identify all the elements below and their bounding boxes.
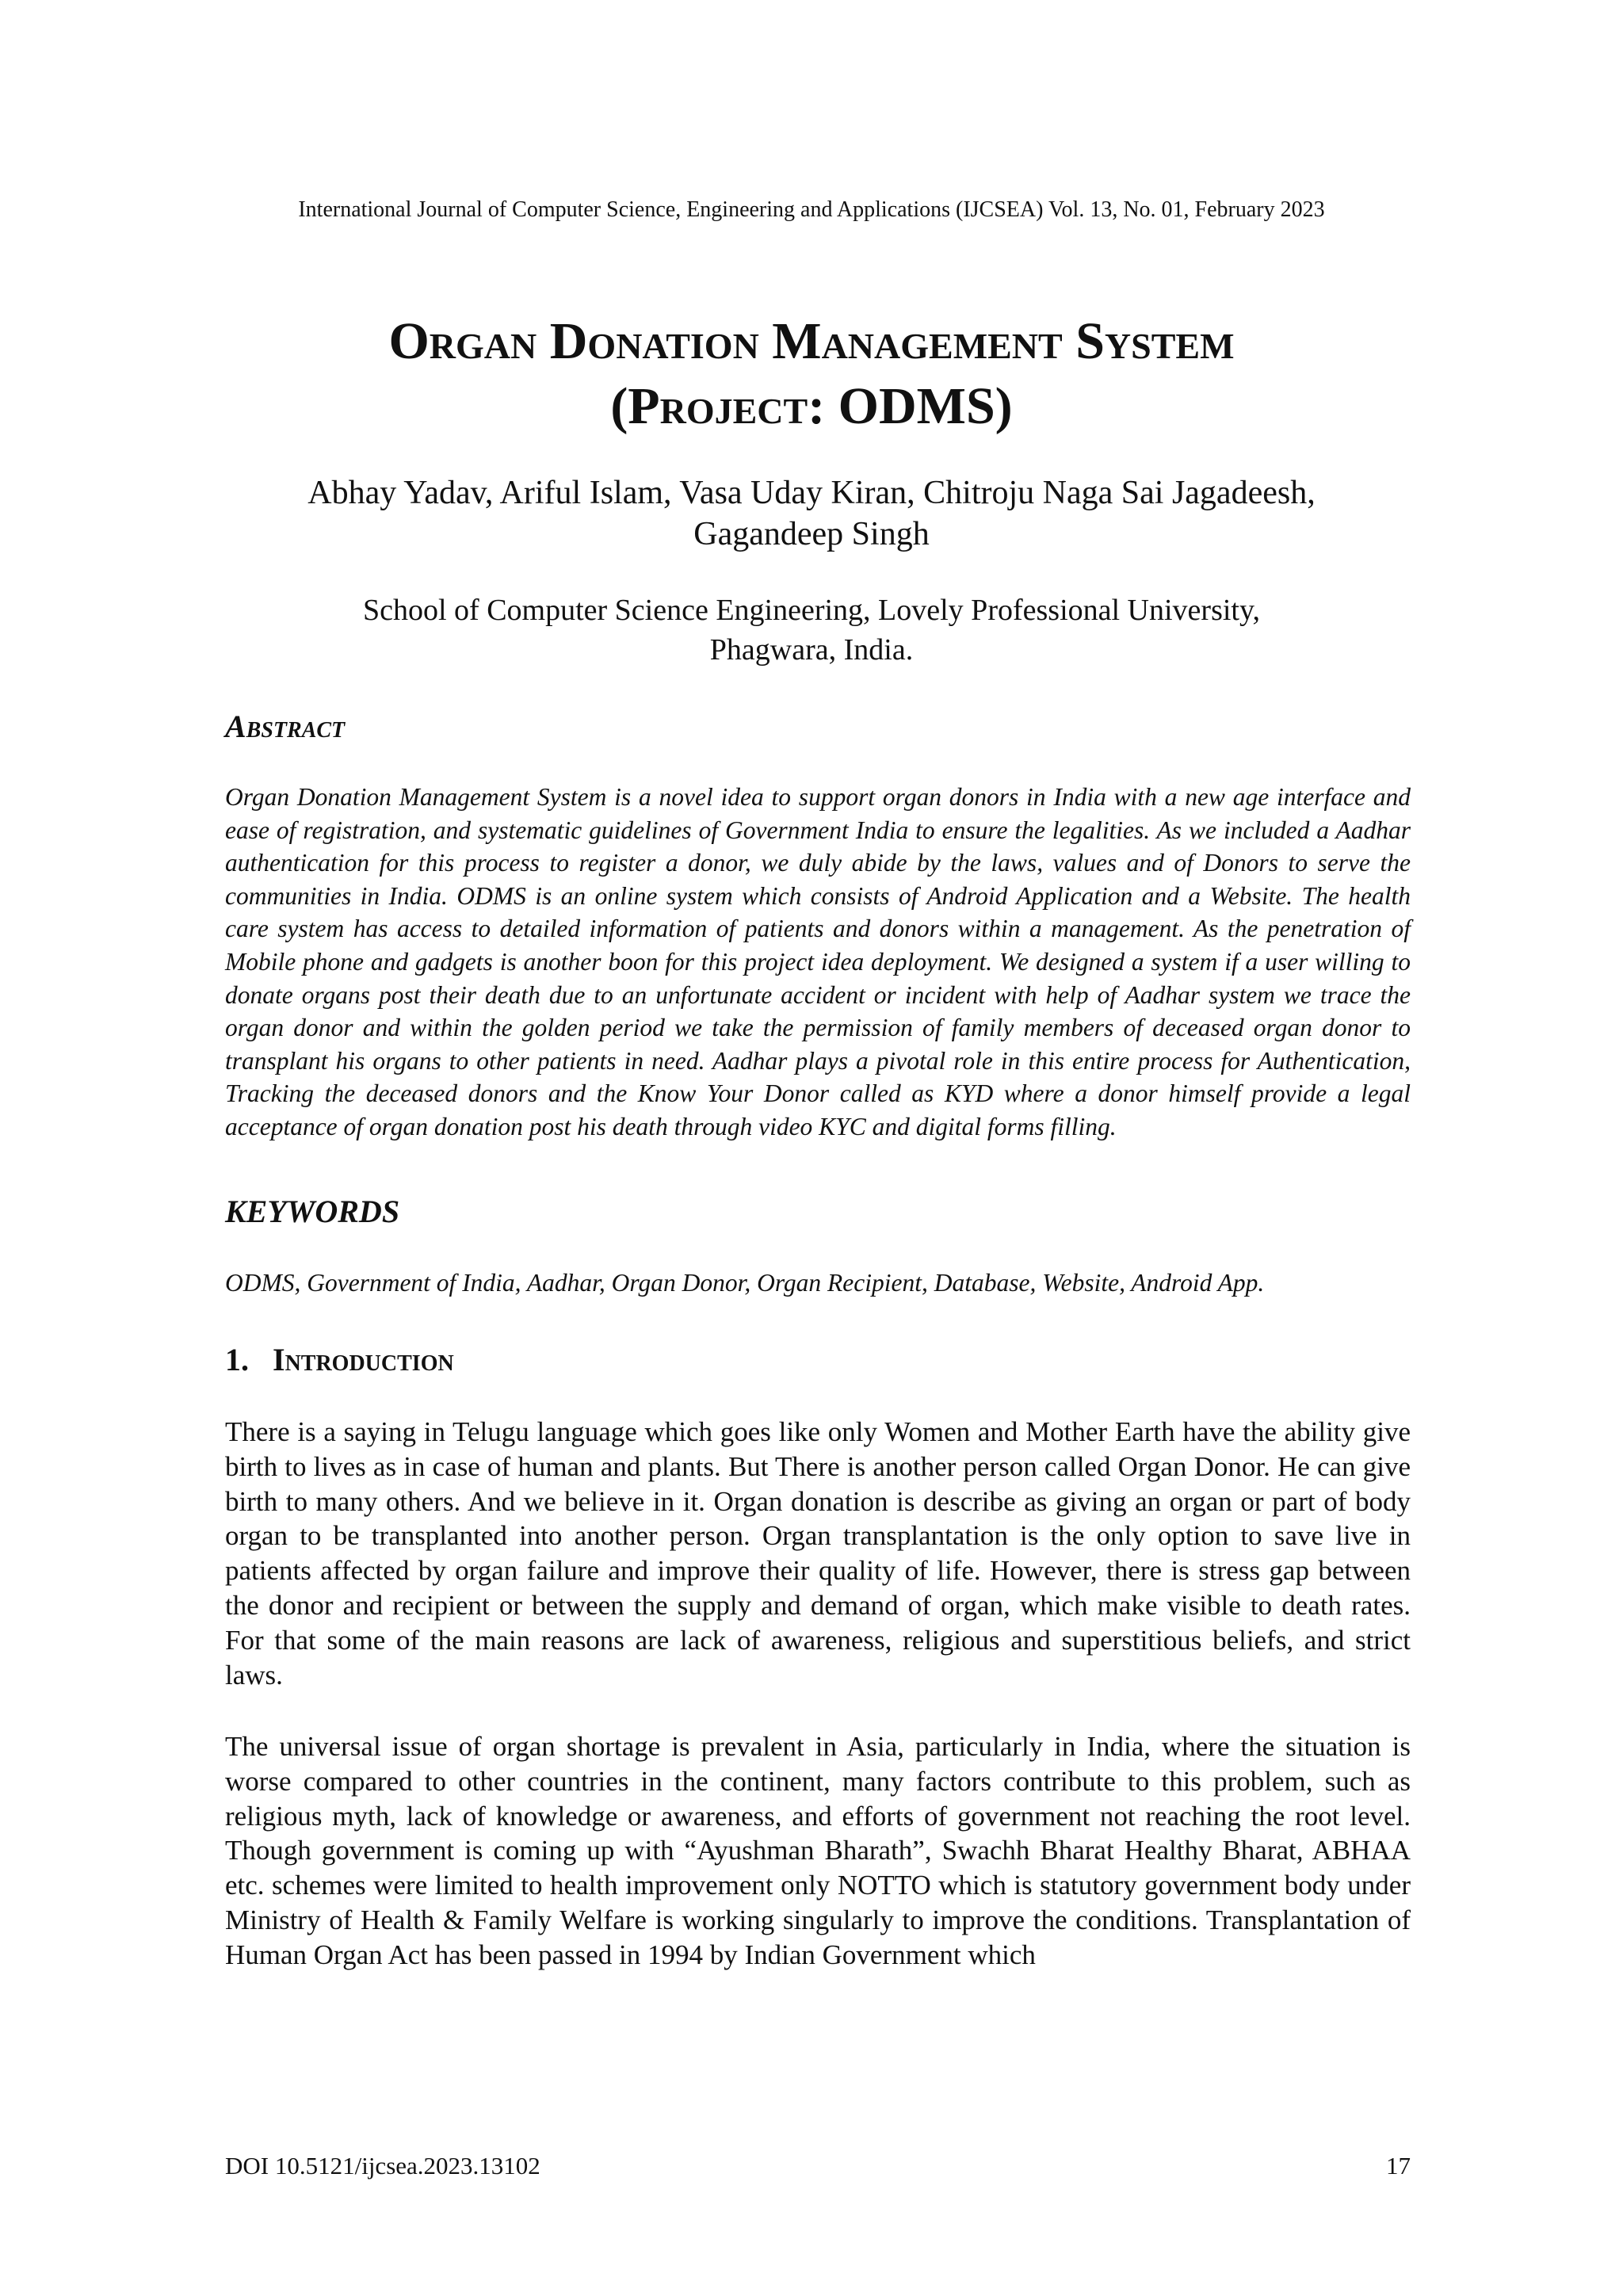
- abstract-text: Organ Donation Management System is a novel idea to support organ donors in India with a new age interface and ease of registration, and systematic guidelines of Government India to ensure the legalities. As we included a Aadhar authentication for this process to register a donor, we duly abide by the laws, values and of Donors to serve the communities in India. ODMS is an online system which consists of Android Application and a Website. The health care system has access to detailed information of patients and donors within a management. As the penetration of Mobile phone and gadgets is another boon for this project idea deployment. We designed a system if a user willing to donate organs post their death due to an unfortunate accident or incident with help of Aadhar system we trace the organ donor and within the golden period we take the permission of family members of deceased organ donor to transplant his organs to other patients in need. Aadhar plays a pivotal role in this entire process for Authentication, Tracking the deceased donors and the Know Your Donor called as KYD where a donor himself provide a legal acceptance of organ donation post his death through video KYC and digital forms filling.: [225, 783, 1411, 1140]
- affiliation-line-1: School of Computer Science Engineering, Lovely Professional University,: [362, 594, 1261, 627]
- author-list-line-1: Abhay Yadav, Ariful Islam, Vasa Uday Kiran, Chitroju Naga Sai Jagadeesh,: [307, 475, 1316, 511]
- section-title: Introduction: [273, 1342, 454, 1377]
- paper-title-line-1: Organ Donation Management System: [388, 312, 1235, 370]
- introduction-paragraph-1: There is a saying in Telugu language which goes like only Women and Mother Earth have the ability give birth to lives as in case of human and plants. But There is another person called Organ Donor. He can give birth to many others. And we believe in it. Organ donation is describe as giving an organ or part of body organ to be transplanted into another person. Organ transplantation is the only option to save live in patients affected by organ failure and improve their quality of life. However, there is stress gap between the donor and recipient or between the supply and demand of organ, which make visible to death rates. For that some of the main reasons are lack of awareness, religious and superstitious beliefs, and strict laws.: [225, 1416, 1411, 1690]
- introduction-paragraph-2: The universal issue of organ shortage is prevalent in Asia, particularly in India, where the situation is worse compared to other countries in the continent, many factors contribute to this problem, such as religious myth, lack of knowledge or awareness, and efforts of government not reaching the root level. Though government is coming up with “Ayushman Bharath”, Swachh Bharat Healthy Bharat, ABHAA etc. schemes were limited to health improvement only NOTTO which is statutory government body under Ministry of Health & Family Welfare is working singularly to improve the conditions. Transplantation of Human Organ Act has been passed in 1994 by Indian Government which: [225, 1731, 1411, 1970]
- section-number: 1.: [225, 1342, 249, 1377]
- introduction-heading: [225, 1341, 454, 1379]
- author-list-line-2: Gagandeep Singh: [693, 516, 930, 552]
- footer-doi: DOI 10.5121/ijcsea.2023.13102: [225, 2152, 540, 2179]
- affiliation-line-2: Phagwara, India.: [709, 633, 914, 667]
- paper-title-line-2: (Project: ODMS): [610, 377, 1013, 435]
- author-list: [0, 472, 1623, 555]
- author-affiliation: [0, 590, 1623, 670]
- paper-title: [0, 309, 1623, 439]
- keywords-heading: KEYWORDS: [225, 1194, 400, 1229]
- journal-running-header: International Journal of Computer Science, Engineering and Applications (IJCSEA) Vol. 13, No. 01, February 2023: [298, 197, 1325, 222]
- abstract-heading: Abstract: [225, 709, 346, 744]
- keywords-text: ODMS, Government of India, Aadhar, Organ Donor, Organ Recipient, Database, Website, Android App.: [225, 1269, 1265, 1297]
- footer-page-number: 17: [1386, 2152, 1411, 2179]
